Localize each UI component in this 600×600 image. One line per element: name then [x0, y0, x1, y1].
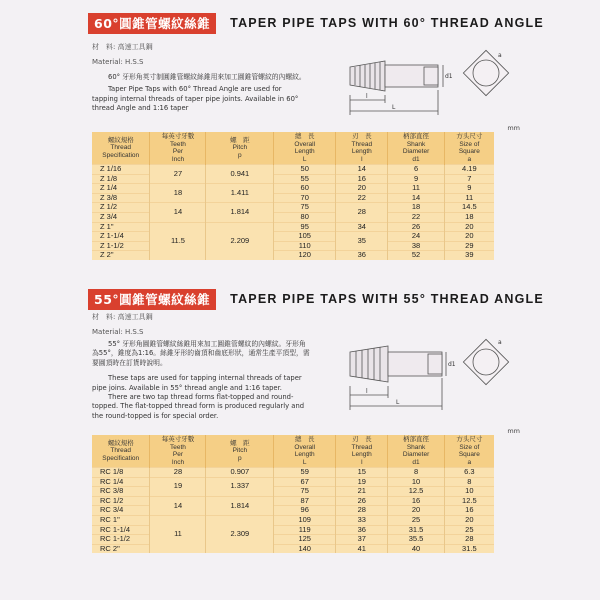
column-header-en: Teeth Per Inch: [170, 140, 186, 163]
table-cell: 34: [336, 222, 388, 232]
dim-label-l: l: [366, 388, 368, 395]
table-cell: 20: [336, 184, 388, 194]
column-header: [274, 435, 336, 468]
material-en: Material: H.S.S: [92, 328, 144, 336]
table-cell: 2.309: [206, 515, 274, 553]
material-cn: 材 料: 高速工具鋼: [92, 313, 153, 321]
table-row: [92, 203, 494, 213]
column-header-en: Overall Length L: [294, 140, 316, 163]
tap-diagram: [340, 45, 515, 120]
table-cell: 2.209: [206, 222, 274, 260]
description: [92, 73, 307, 114]
table-cell: 1.814: [206, 203, 274, 222]
table-cell: 60: [274, 184, 336, 194]
table-header-row: [92, 132, 494, 165]
table-cell: Z 1": [92, 222, 150, 232]
tap-diagram: [340, 320, 515, 420]
table-cell: Z 1/16: [92, 165, 150, 175]
column-header-en: Thread Specification: [102, 144, 140, 159]
table-cell: 9: [388, 174, 444, 184]
column-header-cn: 柄部直徑: [403, 133, 430, 140]
table-cell: Z 1/8: [92, 174, 150, 184]
description-cn: 60° 牙形角英寸制圓錐管螺紋絲錐用來加工圓錐管螺紋的內螺紋。: [108, 73, 306, 81]
column-header: [206, 435, 274, 468]
table-cell: 11: [444, 193, 494, 203]
table-cell: 20: [388, 506, 444, 516]
table-cell: 1.814: [206, 496, 274, 515]
table-cell: 16: [388, 496, 444, 506]
table-cell: 6.3: [444, 468, 494, 478]
unit-label: mm: [507, 427, 520, 435]
column-header: [336, 435, 388, 468]
table-cell: 28: [150, 468, 206, 478]
table-cell: 95: [274, 222, 336, 232]
table-cell: RC 1/4: [92, 477, 150, 487]
description-en-2: There are two tap thread forms flat-topped and round-topped. The flat-topped thread form is produced regularly and the round-topped is for special order.: [92, 393, 305, 420]
column-header-en: Pitch p: [232, 447, 248, 462]
table-row: [92, 496, 494, 506]
column-header-cn: 總 長: [294, 436, 315, 443]
column-header-en: Thread Length l: [351, 443, 373, 466]
table-cell: 18: [444, 212, 494, 222]
column-header-cn: 每英寸牙數: [161, 133, 195, 140]
table-cell: 16: [336, 174, 388, 184]
table-cell: Z 2": [92, 251, 150, 260]
section-title-row: [88, 12, 544, 34]
table-cell: 14: [150, 496, 206, 515]
table-cell: 12.5: [388, 487, 444, 497]
table-cell: 40: [388, 544, 444, 553]
table-cell: RC 3/4: [92, 506, 150, 516]
column-header-cn: 方头尺寸: [456, 133, 483, 140]
table-row: [92, 477, 494, 487]
dim-label-a: a: [498, 52, 502, 59]
table-cell: 35: [336, 232, 388, 251]
table-cell: 20: [444, 515, 494, 525]
table-cell: 11: [388, 184, 444, 194]
table-cell: 14: [150, 203, 206, 222]
column-header: [388, 435, 444, 468]
table-cell: 25: [388, 515, 444, 525]
table-cell: 22: [336, 193, 388, 203]
column-header: [206, 132, 274, 165]
table-row: [92, 515, 494, 525]
table-cell: 15: [336, 468, 388, 478]
table-cell: 75: [274, 203, 336, 213]
table-cell: 28: [336, 203, 388, 222]
table-cell: 10: [388, 477, 444, 487]
column-header-cn: 螺紋規格: [107, 136, 134, 144]
column-header-en: Thread Length l: [351, 140, 373, 163]
table-cell: 24: [388, 232, 444, 242]
column-header-en: Size of Square a: [458, 140, 480, 163]
column-header: [150, 435, 206, 468]
column-header: [444, 435, 494, 468]
column-header-en: Thread Specification: [102, 447, 140, 462]
column-header-en: Overall Length L: [294, 443, 316, 466]
dim-label-d1: d1: [445, 73, 453, 80]
table-cell: 50: [274, 165, 336, 175]
column-header: [336, 132, 388, 165]
material-info: [92, 42, 153, 68]
table-cell: RC 1-1/4: [92, 525, 150, 535]
table-cell: 55: [274, 174, 336, 184]
table-cell: 140: [274, 544, 336, 553]
table-cell: 36: [336, 251, 388, 260]
table-cell: 8: [444, 477, 494, 487]
section-60-degree: [0, 0, 600, 290]
table-cell: 31.5: [388, 525, 444, 535]
dim-label-L: L: [396, 399, 400, 406]
table-cell: 35.5: [388, 535, 444, 545]
table-cell: 110: [274, 241, 336, 251]
table-cell: 59: [274, 468, 336, 478]
column-header-en: Teeth Per Inch: [170, 443, 186, 466]
table-cell: Z 1-1/2: [92, 241, 150, 251]
column-header-cn: 螺 距: [230, 136, 250, 144]
table-cell: RC 1": [92, 515, 150, 525]
table-cell: 36: [336, 525, 388, 535]
table-cell: Z 3/8: [92, 193, 150, 203]
column-header-cn: 螺 距: [230, 439, 250, 447]
description-en: Taper Pipe Taps with 60° Thread Angle are used for tapping internal threads of taper pipe joints. Available in 60° thread Angle and 1:16 taper: [92, 85, 299, 113]
table-cell: 119: [274, 525, 336, 535]
table-cell: 22: [388, 212, 444, 222]
section-title-en: TAPER PIPE TAPS WITH 55° THREAD ANGLE: [230, 292, 544, 306]
table-cell: 31.5: [444, 544, 494, 553]
table-cell: 26: [336, 496, 388, 506]
table-cell: 1.411: [206, 184, 274, 203]
spec-table: [92, 132, 494, 260]
description: [92, 340, 310, 421]
table-cell: 6: [388, 165, 444, 175]
table-cell: RC 2": [92, 544, 150, 553]
table-cell: 52: [388, 251, 444, 260]
table-cell: 21: [336, 487, 388, 497]
table-cell: 10: [444, 487, 494, 497]
table-cell: Z 3/4: [92, 212, 150, 222]
table-cell: 14: [388, 193, 444, 203]
column-header-en: Shank Diameter d1: [402, 443, 430, 466]
column-header-cn: 螺紋規格: [107, 439, 134, 447]
table-cell: 28: [336, 506, 388, 516]
column-header: [92, 435, 150, 468]
table-cell: 120: [274, 251, 336, 260]
table-cell: 12.5: [444, 496, 494, 506]
description-cn: 55° 牙形角圓錐管螺紋絲錐用來加工圓錐管螺紋的內螺紋。牙形角為55°，錐度為1:16。絲錐牙形的齒頂和齒底形狀，通常生產平頂型，需要圓頂時在訂貨時說明。: [92, 340, 310, 367]
material-cn: 材 料: 高速工具鋼: [92, 43, 153, 51]
table-cell: RC 1/8: [92, 468, 150, 478]
table-cell: 41: [336, 544, 388, 553]
unit-label: mm: [507, 124, 520, 132]
table-cell: 37: [336, 535, 388, 545]
table-cell: 9: [444, 184, 494, 194]
table-cell: 20: [444, 232, 494, 242]
section-title-en: TAPER PIPE TAPS WITH 60° THREAD ANGLE: [230, 16, 544, 30]
table-cell: 26: [388, 222, 444, 232]
table-cell: 70: [274, 193, 336, 203]
dim-label-d1: d1: [448, 361, 456, 368]
dim-label-a: a: [498, 339, 502, 346]
table-cell: 7: [444, 174, 494, 184]
table-cell: 67: [274, 477, 336, 487]
column-header: [150, 132, 206, 165]
table-cell: 27: [150, 165, 206, 184]
section-title-row: [88, 288, 544, 310]
table-cell: 4.19: [444, 165, 494, 175]
description-en: These taps are used for tapping internal threads of taper pipe joins. Available in 55° thread angle and 1:16 taper.: [92, 374, 302, 392]
table-cell: 28: [444, 535, 494, 545]
column-header-en: Shank Diameter d1: [402, 140, 430, 163]
table-cell: RC 1/2: [92, 496, 150, 506]
table-cell: 18: [388, 203, 444, 213]
column-header-cn: 刃 長: [352, 436, 372, 443]
table-cell: 14: [336, 165, 388, 175]
column-header: [274, 132, 336, 165]
dim-label-l: l: [366, 93, 368, 100]
column-header-cn: 柄部直徑: [403, 436, 430, 443]
column-header-cn: 每英寸牙數: [161, 436, 195, 443]
table-cell: 19: [336, 477, 388, 487]
table-cell: RC 1-1/2: [92, 535, 150, 545]
column-header-en: Size of Square a: [458, 443, 480, 466]
table-cell: Z 1-1/4: [92, 232, 150, 242]
material-info: [92, 312, 153, 338]
column-header: [444, 132, 494, 165]
spec-table: [92, 435, 494, 553]
table-cell: 29: [444, 241, 494, 251]
table-cell: 96: [274, 506, 336, 516]
table-row: [92, 468, 494, 478]
column-header: [388, 132, 444, 165]
table-cell: 0.907: [206, 468, 274, 478]
dim-label-L: L: [392, 104, 396, 111]
table-cell: 19: [150, 477, 206, 496]
section-title-cn: 55°圓錐管螺紋絲錐: [88, 289, 216, 310]
table-cell: 18: [150, 184, 206, 203]
section-55-degree: [0, 290, 600, 600]
table-cell: 39: [444, 251, 494, 260]
table-cell: RC 3/8: [92, 487, 150, 497]
table-cell: 20: [444, 222, 494, 232]
table-cell: Z 1/2: [92, 203, 150, 213]
table-cell: 0.941: [206, 165, 274, 184]
table-cell: 105: [274, 232, 336, 242]
table-row: [92, 184, 494, 194]
table-cell: 11.5: [150, 222, 206, 260]
section-title-cn: 60°圓錐管螺紋絲錐: [88, 13, 216, 34]
table-row: [92, 165, 494, 175]
table-cell: 1.337: [206, 477, 274, 496]
table-cell: 80: [274, 212, 336, 222]
table-cell: 38: [388, 241, 444, 251]
table-cell: 75: [274, 487, 336, 497]
table-header-row: [92, 435, 494, 468]
column-header-cn: 刃 長: [352, 133, 372, 140]
table-cell: 25: [444, 525, 494, 535]
column-header-cn: 總 長: [294, 133, 315, 140]
table-cell: 87: [274, 496, 336, 506]
table-cell: 11: [150, 515, 206, 553]
table-cell: Z 1/4: [92, 184, 150, 194]
column-header-en: Pitch p: [232, 144, 248, 159]
table-cell: 16: [444, 506, 494, 516]
table-cell: 14.5: [444, 203, 494, 213]
material-en: Material: H.S.S: [92, 58, 144, 66]
table-cell: 8: [388, 468, 444, 478]
table-cell: 109: [274, 515, 336, 525]
table-cell: 33: [336, 515, 388, 525]
table-row: [92, 222, 494, 232]
table-cell: 125: [274, 535, 336, 545]
column-header: [92, 132, 150, 165]
column-header-cn: 方头尺寸: [456, 436, 483, 443]
